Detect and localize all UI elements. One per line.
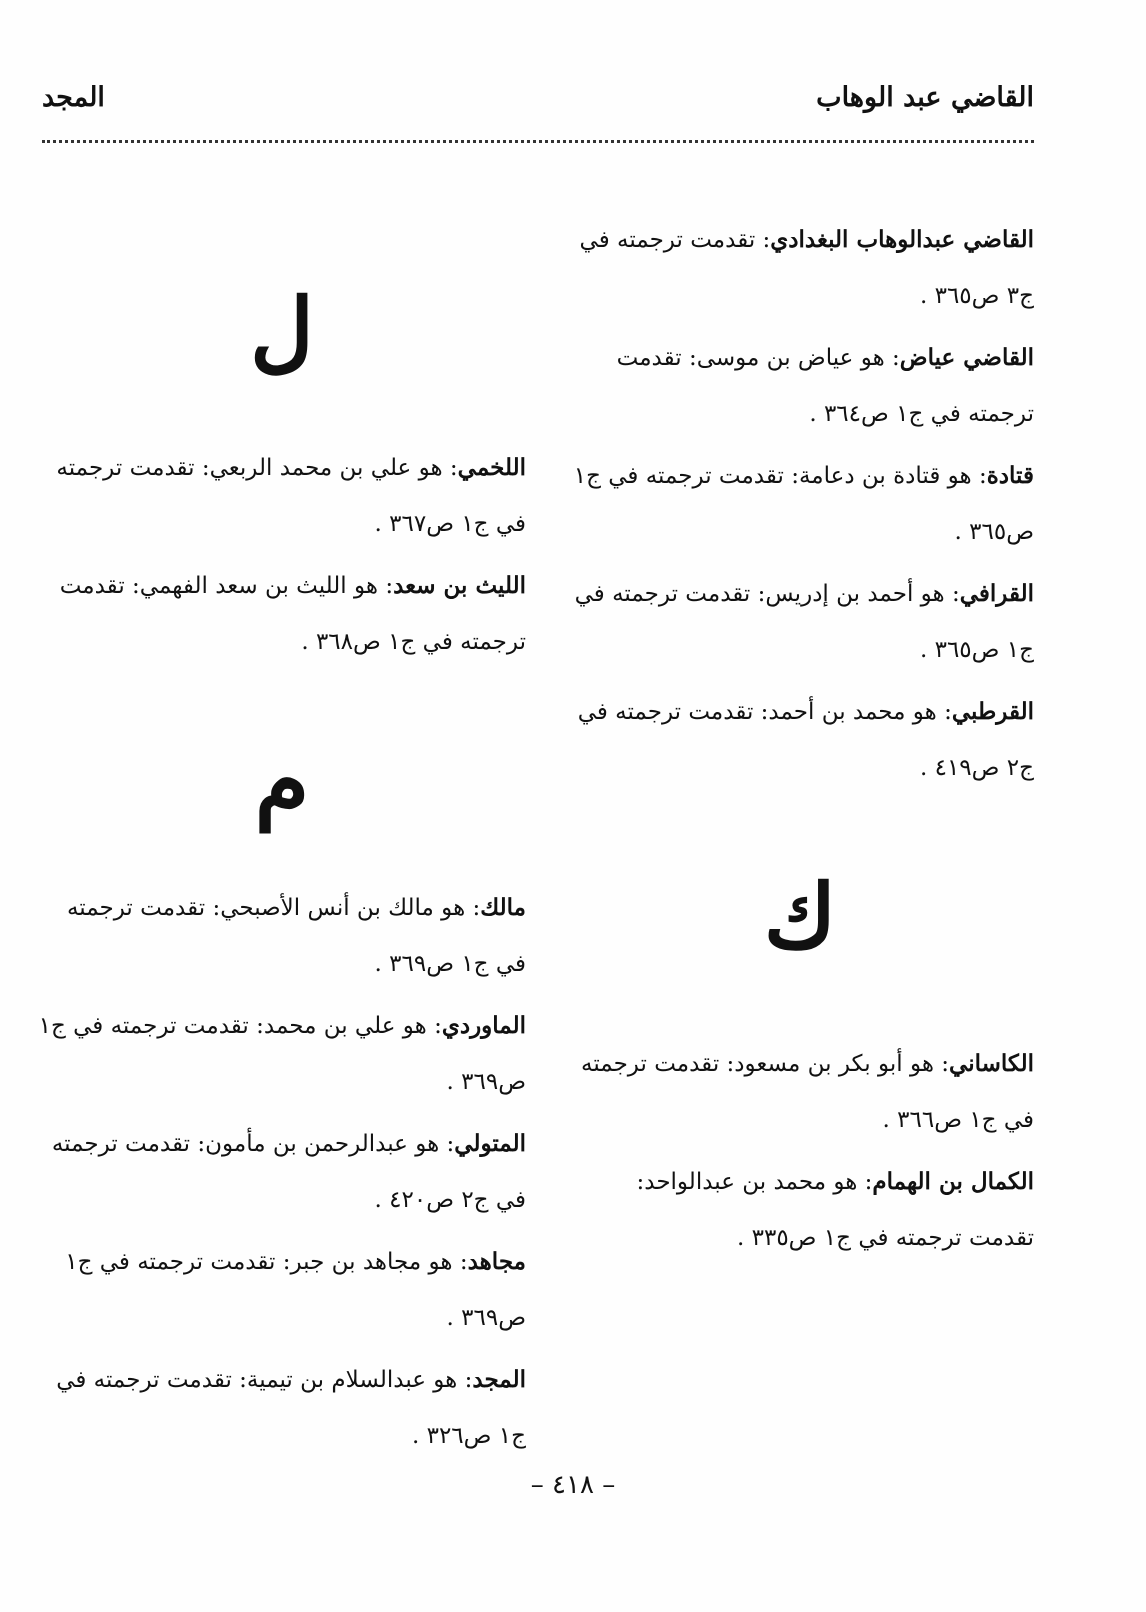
index-entry bbox=[38, 1116, 526, 1228]
entry-text: : هو مجاهد بن جبر: تقدمت ترجمته في ج١ ص٣٦٩ . bbox=[65, 1249, 526, 1331]
entry-text: : هو مالك بن أنس الأصبحي: تقدمت ترجمته في ج١ ص٣٦٩ . bbox=[66, 895, 526, 977]
index-entry bbox=[566, 566, 1034, 678]
section-letter-kaf: ك bbox=[763, 864, 837, 968]
running-header-right: القاضي عبد الوهاب bbox=[816, 82, 1034, 113]
entry-name: القاضي عبدالوهاب البغدادي bbox=[770, 226, 1034, 253]
entry-text: : هو قتادة بن دعامة: تقدمت ترجمته في ج١ ص٣٦٥ . bbox=[573, 463, 1034, 545]
entry-name: الماوردي bbox=[441, 1012, 526, 1039]
entry-name: القرافي bbox=[959, 580, 1034, 607]
entry-name: مجاهد bbox=[467, 1248, 526, 1275]
index-entry bbox=[566, 212, 1034, 324]
entry-name: الليث بن سعد bbox=[393, 572, 526, 599]
index-entry bbox=[38, 440, 526, 552]
entry-text: : هو عبدالرحمن بن مأمون: تقدمت ترجمته في ج٢ ص٤٢٠ . bbox=[51, 1131, 526, 1213]
section-letter-lam: ل bbox=[250, 278, 314, 382]
entry-text: : تقدمت ترجمته في ج٣ ص٣٦٥ . bbox=[579, 227, 1034, 309]
entry-text: : هو الليث بن سعد الفهمي: تقدمت ترجمته في ج١ ص٣٦٨ . bbox=[59, 573, 526, 655]
header-dotted-rule bbox=[42, 140, 1034, 143]
index-entry bbox=[38, 558, 526, 670]
entry-name: مالك bbox=[480, 894, 526, 921]
index-entry bbox=[566, 330, 1034, 442]
left-column bbox=[38, 270, 526, 1470]
entry-text: : هو محمد بن عبدالواحد: تقدمت ترجمته في ج١ ص٣٣٥ . bbox=[636, 1169, 1034, 1251]
entry-text: : هو أبو بكر بن مسعود: تقدمت ترجمته في ج١ ص٣٦٦ . bbox=[581, 1051, 1034, 1133]
section-letter-mim: م bbox=[254, 728, 310, 832]
entry-name: القرطبي bbox=[951, 698, 1034, 725]
entry-name: الكاساني bbox=[949, 1050, 1034, 1077]
entry-name: المجد bbox=[472, 1366, 526, 1393]
entry-text: : هو عياض بن موسى: تقدمت ترجمته في ج١ ص٣٦٤ . bbox=[616, 345, 1034, 427]
entry-text: : هو عبدالسلام بن تيمية: تقدمت ترجمته في ج١ ص٣٢٦ . bbox=[56, 1367, 526, 1449]
entry-text: : هو علي بن محمد الربعي: تقدمت ترجمته في ج١ ص٣٦٧ . bbox=[56, 455, 526, 537]
index-entry bbox=[566, 448, 1034, 560]
entry-name: اللخمي bbox=[457, 454, 526, 481]
entry-text: : هو أحمد بن إدريس: تقدمت ترجمته في ج١ ص٣٦٥ . bbox=[574, 581, 1034, 663]
entry-text: : هو علي بن محمد: تقدمت ترجمته في ج١ ص٣٦٩ . bbox=[38, 1013, 526, 1095]
index-entry bbox=[566, 1154, 1034, 1266]
index-entry bbox=[38, 1352, 526, 1464]
index-entry bbox=[566, 1036, 1034, 1148]
entry-text: : هو محمد بن أحمد: تقدمت ترجمته في ج٢ ص٤١٩ . bbox=[577, 699, 1034, 781]
entry-name: المتولي bbox=[454, 1130, 526, 1157]
index-entry bbox=[38, 880, 526, 992]
entry-name: القاضي عياض bbox=[899, 344, 1034, 371]
index-entry bbox=[566, 684, 1034, 796]
entry-name: قتادة bbox=[986, 462, 1034, 489]
running-header-left: المجد bbox=[42, 82, 105, 113]
index-entry bbox=[38, 1234, 526, 1346]
entry-name: الكمال بن الهمام bbox=[872, 1168, 1034, 1195]
right-column bbox=[566, 212, 1034, 1272]
index-entry bbox=[38, 998, 526, 1110]
page-number: – ٤١٨ – bbox=[530, 1470, 616, 1500]
